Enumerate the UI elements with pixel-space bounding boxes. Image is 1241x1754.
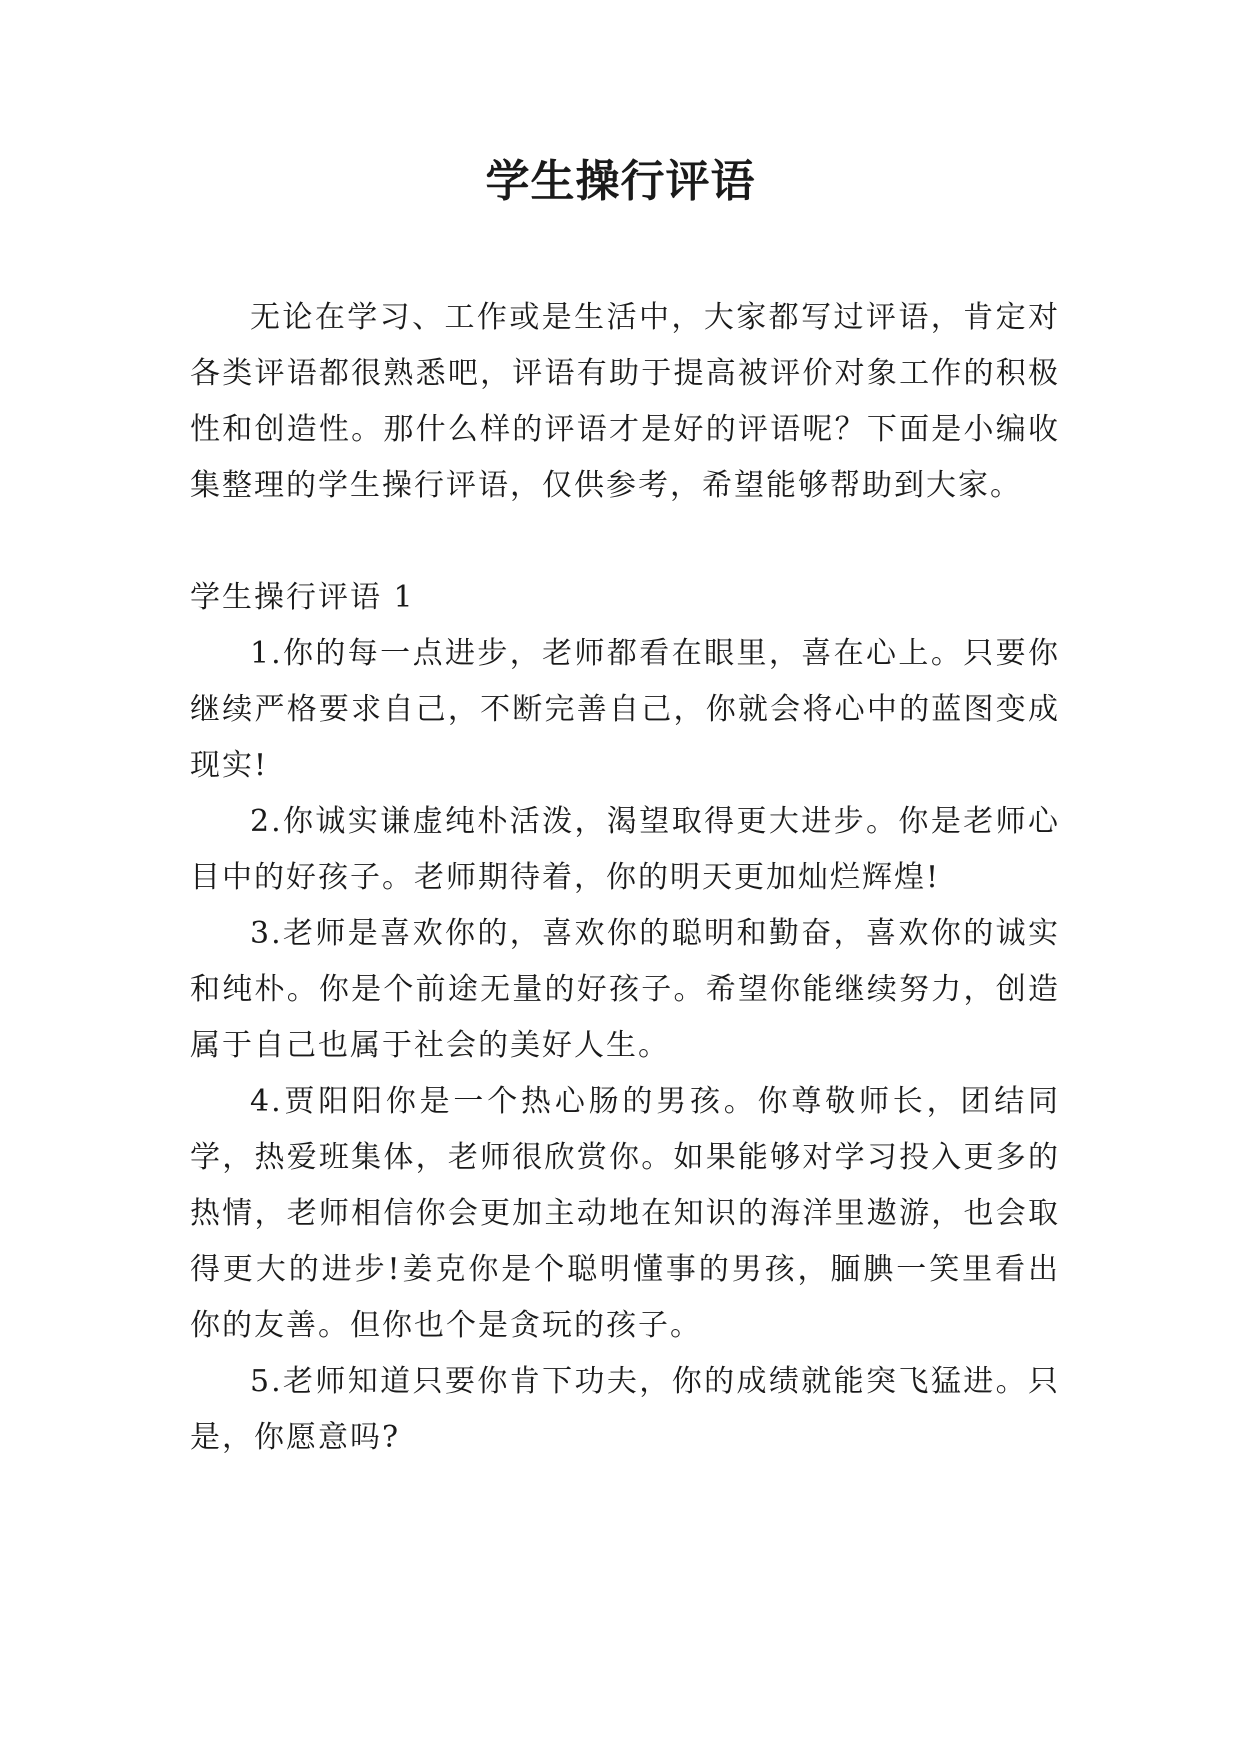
comment-item-3: 3.老师是喜欢你的，喜欢你的聪明和勤奋，喜欢你的诚实和纯朴。你是个前途无量的好孩子。希望你能继续努力，创造属于自己也属于社会的美好人生。 bbox=[190, 916, 1060, 1063]
document-body bbox=[190, 290, 1060, 1466]
comment-item-2: 2.你诚实谦虚纯朴活泼，渴望取得更大进步。你是老师心目中的好孩子。老师期待着，你的明天更加灿烂辉煌! bbox=[190, 804, 1060, 895]
comment-item-4: 4.贾阳阳你是一个热心肠的男孩。你尊敬师长，团结同学，热爱班集体，老师很欣赏你。如果能够对学习投入更多的热情，老师相信你会更加主动地在知识的海洋里遨游，也会取得更大的进步!姜克你是个聪明懂事的男孩，腼腆一笑里看出你的友善。但你也个是贪玩的孩子。 bbox=[190, 1084, 1060, 1343]
comment-item-1: 1.你的每一点进步，老师都看在眼里，喜在心上。只要你继续严格要求自己，不断完善自己，你就会将心中的蓝图变成现实! bbox=[190, 636, 1060, 783]
document-title: 学生操行评语 bbox=[485, 156, 756, 207]
comment-item-5: 5.老师知道只要你肯下功夫，你的成绩就能突飞猛进。只是，你愿意吗? bbox=[190, 1364, 1060, 1455]
section-heading: 学生操行评语 1 bbox=[190, 580, 415, 615]
intro-paragraph: 无论在学习、工作或是生活中，大家都写过评语，肯定对各类评语都很熟悉吧，评语有助于提高被评价对象工作的积极性和创造性。那什么样的评语才是好的评语呢？下面是小编收集整理的学生操行评语，仅供参考，希望能够帮助到大家。 bbox=[190, 300, 1060, 503]
